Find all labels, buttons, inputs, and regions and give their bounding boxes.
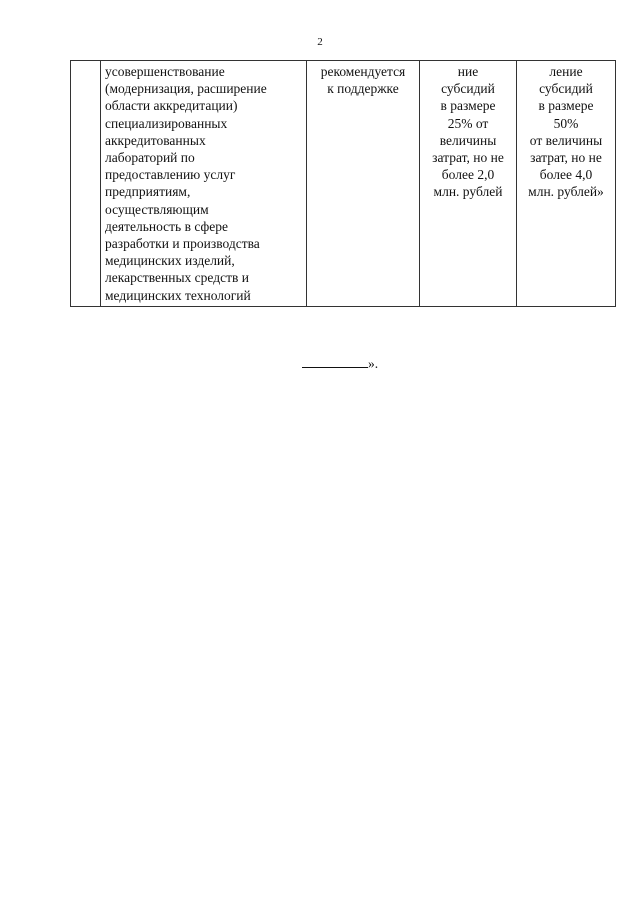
description-line: специализированных — [105, 115, 228, 131]
subsidy-25-line: млн. рублей — [433, 184, 503, 200]
recommendation-line: к поддержке — [327, 81, 399, 97]
subsidy-50-cell — [517, 61, 616, 307]
subsidy-25-line: субсидий — [441, 81, 495, 97]
document-table — [70, 60, 616, 307]
description-line: усовершенствование — [105, 64, 225, 79]
subsidy-25-line: ние — [457, 64, 479, 79]
description-line: осуществляющим — [105, 201, 209, 217]
subsidy-50-line: затрат, но не — [530, 150, 602, 166]
subsidy-25-line: затрат, но не — [432, 150, 504, 166]
subsidy-50-line: млн. рублей» — [528, 184, 604, 200]
subsidy-25-line: 25% от — [447, 115, 489, 131]
subsidy-25-line: величины — [439, 132, 497, 148]
description-line: медицинских технологий — [105, 287, 251, 303]
table-row — [71, 61, 616, 307]
subsidy-50-line: субсидий — [539, 81, 593, 97]
description-cell — [101, 61, 307, 307]
description-line: (модернизация, расширение — [105, 81, 267, 97]
row-number-cell — [71, 61, 101, 307]
subsidy-25-cell — [420, 61, 517, 307]
subsidy-50-line: 50% — [553, 115, 579, 131]
description-line: деятельность в сфере — [105, 218, 228, 234]
recommendation-line: рекомендуется — [320, 64, 406, 79]
description-line: предприятиям, — [105, 184, 191, 200]
closing-quote-mark: ». — [368, 356, 379, 371]
blank-underline — [302, 355, 368, 368]
subsidy-25-line: более 2,0 — [441, 167, 495, 183]
subsidy-50-line: от величины — [529, 132, 603, 148]
description-line: аккредитованных — [105, 132, 206, 148]
description-line: области аккредитации) — [105, 98, 238, 114]
subsidy-50-line: в размере — [538, 98, 594, 114]
subsidy-25-line: в размере — [440, 98, 496, 114]
subsidy-50-line: более 4,0 — [539, 167, 593, 183]
description-line: медицинских изделий, — [105, 253, 235, 269]
description-line: лекарственных средств и — [105, 270, 249, 286]
recommendation-cell — [307, 61, 420, 307]
description-line: лабораторий по — [105, 150, 195, 166]
description-line: разработки и производства — [105, 236, 260, 252]
subsidy-50-line: ление — [549, 64, 583, 79]
closing-line — [302, 355, 378, 372]
description-line: предоставлению услуг — [105, 167, 236, 183]
page-number: 2 — [317, 36, 323, 48]
